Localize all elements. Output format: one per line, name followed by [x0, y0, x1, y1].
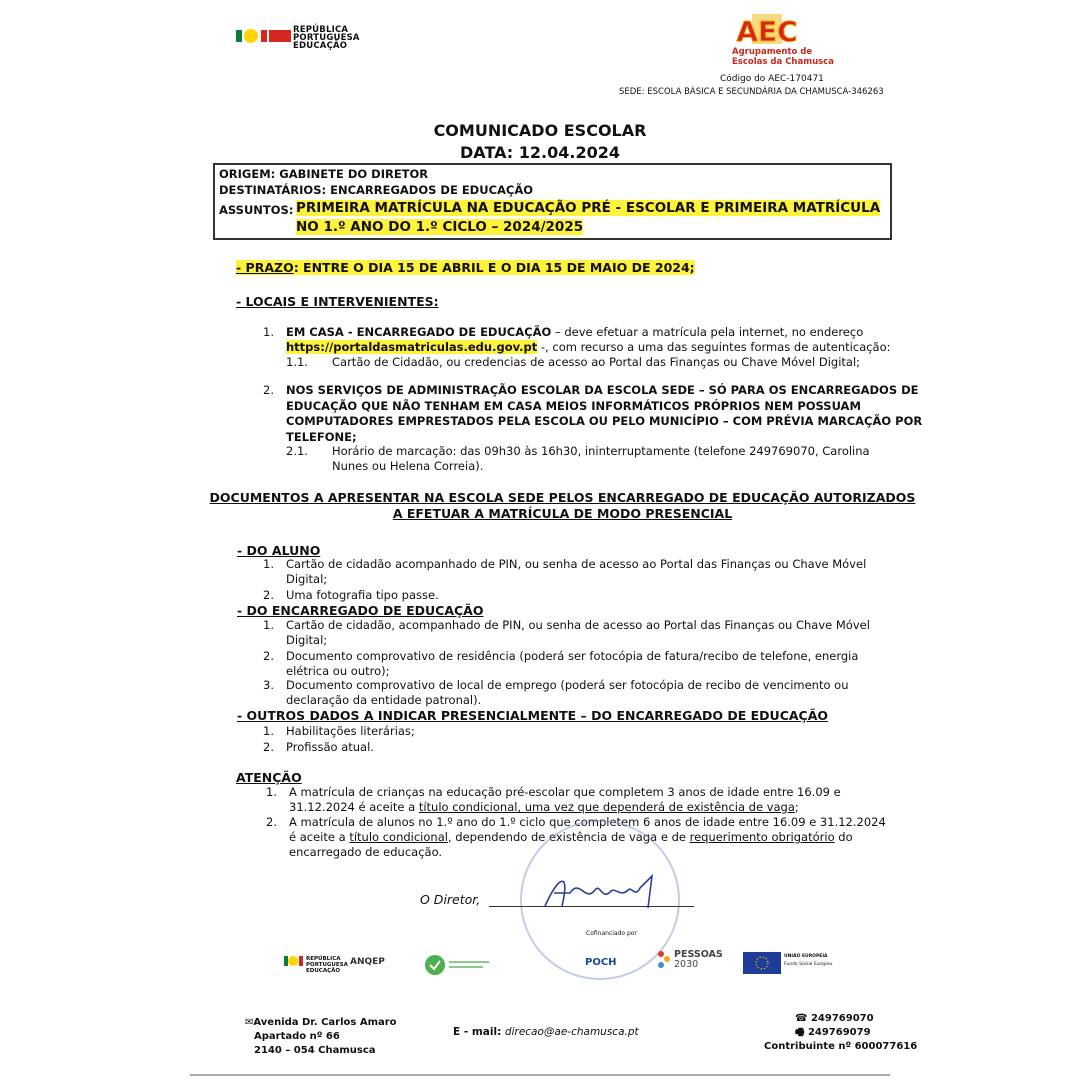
footer-republica-text: REPÚBLICA PORTUGUESA EDUCAÇÃO [306, 956, 348, 974]
aec-subtitle: Agrupamento de Escolas da Chamusca [732, 47, 834, 67]
mail-icon: ✉ [245, 1017, 254, 1028]
locais-item-1-num: 1. [263, 325, 274, 339]
encarregado-item-3-num: 3. [263, 678, 274, 692]
locais-item-2: NOS SERVIÇOS DE ADMINISTRAÇÃO ESCOLAR DA ESCOLA SEDE – SÓ PARA OS ENCARREGADOS DE EDUCAÇÃO QUE NÃO TENHAM EM CASA MEIOS INFORMÁTICOS PRÓPRIOS NEM POSSUAM COMPUTADORES EMPRESTADOS PELA ESCOLA OU PELO MUNICÍPIO – COM PRÉVIA MARCAÇÃO POR TELEFONE; [286, 383, 923, 444]
eu-flag-icon [743, 952, 781, 974]
locais-sub-2-1: Horário de marcação: das 09h30 às 16h30, ininterruptamente (telefone 249769070, Carolina Nunes ou Helena Correia). [332, 444, 870, 473]
portal-url-link[interactable]: https://portaldasmatriculas.edu.gov.pt [286, 340, 538, 354]
pessoas-2030-icon [656, 949, 672, 977]
prazo-line [236, 260, 695, 275]
origem: ORIGEM: GABINETE DO DIRETOR [219, 167, 429, 181]
page-title: COMUNICADO ESCOLAR [433, 121, 647, 140]
outros-item-1: Habilitações literárias; [286, 724, 415, 738]
aluno-item-1-num: 1. [263, 557, 274, 571]
encarregado-item-1-num: 1. [263, 618, 274, 632]
atencao-item-2: A matrícula de alunos no 1.º ano do 1.º ciclo que completem 6 anos de idade entre 16.09 e 31.12.2024 é aceite a título condicional, dependendo de existência de vaga e de requerimento obrigatório do encarregado de educação. [289, 815, 886, 859]
anqep-logo: ANQEP [350, 957, 385, 967]
destinatarios: DESTINATÁRIOS: ENCARREGADOS DE EDUCAÇÃO [219, 183, 534, 197]
prazo-label: - PRAZO [236, 260, 294, 275]
codigo-aec: Código do AEC-170471 [720, 74, 824, 84]
republica-text: REPÚBLICA PORTUGUESA EDUCAÇÃO [293, 25, 360, 51]
outros-heading: - OUTROS DADOS A INDICAR PRESENCIALMENTE – DO ENCARREGADO DE EDUCAÇÃO [237, 708, 829, 723]
email-link[interactable]: direcao@ae-chamusca.pt [504, 1026, 639, 1038]
footer-contacts: ☎ 249769070 🖷 249769079 [795, 1013, 874, 1038]
assuntos-text [296, 199, 880, 237]
cofinanciado-label: Cofinanciado por [586, 930, 637, 937]
outros-item-1-num: 1. [263, 724, 274, 738]
encarregado-item-2: Documento comprovativo de residência (poderá ser fotocópia de fatura/recibo de telefone, energia elétrica ou outro); [286, 649, 859, 678]
eu-text: UNIÃO EUROPEIA Fundo Social Europeu [784, 954, 833, 967]
phone-icon: ☎ [795, 1013, 808, 1024]
aluno-item-2: Uma fotografia tipo passe. [286, 588, 439, 602]
atencao-heading: ATENÇÃO [236, 770, 302, 785]
contribuinte: Contribuinte nº 600077616 [764, 1041, 918, 1052]
republica-flag-logo [236, 28, 294, 44]
fax-icon: 🖷 [795, 1027, 805, 1038]
footer-address: ✉Avenida Dr. Carlos Amaro Apartado nº 66 2140 – 054 Chamusca [245, 1017, 397, 1056]
atencao-item-1: A matrícula de crianças na educação pré-escolar que completem 3 anos de idade entre 16.09 e 31.12.2024 é aceite a título condicional, uma vez que dependerá de existência de vaga; [289, 785, 841, 814]
locais-item-2-num: 2. [263, 383, 274, 397]
assuntos-label: ASSUNTOS: [219, 203, 294, 217]
director-signature [540, 868, 670, 917]
assuntos-line-1: PRIMEIRA MATRÍCULA NA EDUCAÇÃO PRÉ - ESCOLAR E PRIMEIRA MATRÍCULA [296, 200, 881, 216]
encarregado-item-1: Cartão de cidadão, acompanhado de PIN, ou senha de acesso ao Portal das Finanças ou Chave Móvel Digital; [286, 618, 870, 647]
encarregado-item-2-num: 2. [263, 649, 274, 663]
aluno-heading: - DO ALUNO [237, 543, 321, 558]
aluno-item-1: Cartão de cidadão acompanhado de PIN, ou senha de acesso ao Portal das Finanças ou Chave Móvel Digital; [286, 557, 867, 586]
green-check-logo [423, 953, 493, 981]
locais-item-1-line2: https://portaldasmatriculas.edu.gov.pt -, com recurso a uma das seguintes formas de autenticação: [286, 340, 891, 354]
locais-item-1: EM CASA - ENCARREGADO DE EDUCAÇÃO – deve efetuar a matrícula pela internet, no endereço [286, 325, 864, 339]
prazo-text: : ENTRE O DIA 15 DE ABRIL E O DIA 15 DE MAIO DE 2024; [293, 260, 695, 275]
documentos-heading: DOCUMENTOS A APRESENTAR NA ESCOLA SEDE PELOS ENCARREGADO DE EDUCAÇÃO AUTORIZADOS A EFETUAR A MATRÍCULA DE MODO PRESENCIAL [209, 490, 916, 521]
locais-sub-1-1: Cartão de Cidadão, ou credencias de acesso ao Portal das Finanças ou Chave Móvel Digital; [332, 355, 861, 369]
footer-rule [190, 1074, 890, 1076]
poch-logo: POCH [585, 957, 617, 968]
pessoas-2030-logo: PESSOAS 2030 [674, 949, 723, 970]
document-date: DATA: 12.04.2024 [460, 143, 620, 162]
aec-logo-text: AEC [736, 15, 798, 48]
assuntos-line-2: NO 1.º ANO DO 1.º CICLO – 2024/2025 [296, 219, 584, 235]
atencao-item-2-num: 2. [266, 815, 277, 829]
sede-text: SEDE: ESCOLA BÁSICA E SECUNDÁRIA DA CHAMUSCA-346263 [619, 87, 884, 97]
footer-email: E - mail: direcao@ae-chamusca.pt [453, 1026, 639, 1038]
encarregado-item-3: Documento comprovativo de local de emprego (poderá ser fotocópia de recibo de vencimento ou declaração da entidade patronal). [286, 678, 849, 707]
locais-sub-2-1-num: 2.1. [286, 444, 308, 458]
aluno-item-2-num: 2. [263, 588, 274, 602]
atencao-item-1-num: 1. [266, 785, 277, 799]
locais-heading: - LOCAIS E INTERVENIENTES: [236, 294, 439, 309]
locais-sub-1-1-num: 1.1. [286, 355, 308, 369]
signature-label: O Diretor, [420, 892, 481, 907]
outros-item-2: Profissão atual. [286, 740, 374, 754]
aec-logo [732, 10, 802, 48]
outros-item-2-num: 2. [263, 740, 274, 754]
encarregado-heading: - DO ENCARREGADO DE EDUCAÇÃO [237, 603, 484, 618]
